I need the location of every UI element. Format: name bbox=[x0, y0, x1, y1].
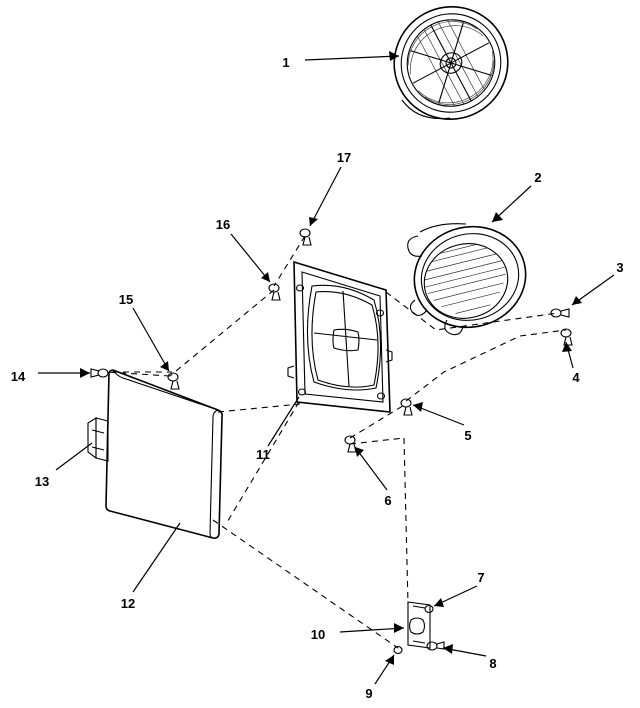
arrow-6 bbox=[355, 447, 364, 457]
callout-10: 10 bbox=[310, 627, 326, 642]
leader-11 bbox=[268, 397, 299, 446]
part-hinge-bracket bbox=[88, 418, 108, 461]
part-strike-upper bbox=[425, 606, 433, 613]
leader-1 bbox=[305, 56, 399, 60]
leader-16 bbox=[231, 234, 270, 282]
callout-17: 17 bbox=[336, 150, 352, 165]
part-screw-upper-right bbox=[551, 309, 569, 317]
callout-2: 2 bbox=[534, 170, 542, 185]
arrow-3 bbox=[572, 296, 582, 305]
assembly-guides bbox=[106, 236, 566, 648]
arrow-17 bbox=[309, 217, 318, 226]
callout-15: 15 bbox=[118, 292, 134, 307]
arrow-4 bbox=[562, 342, 572, 352]
part-screw-inner-right bbox=[401, 399, 412, 415]
arrow-9 bbox=[385, 655, 394, 665]
part-screw-door-upper-left bbox=[168, 373, 179, 389]
callout-4: 4 bbox=[572, 370, 580, 385]
part-screw-door-upper bbox=[269, 284, 280, 300]
part-door-outer-panel bbox=[106, 370, 222, 538]
callout-14: 14 bbox=[10, 369, 26, 384]
part-lint-screen-round bbox=[374, 0, 527, 139]
callout-5: 5 bbox=[464, 428, 472, 443]
callout-7: 7 bbox=[477, 570, 485, 585]
part-hinge-pin bbox=[91, 369, 108, 377]
callout-6: 6 bbox=[384, 493, 392, 508]
arrow-7 bbox=[434, 598, 444, 607]
part-door-inner-panel bbox=[288, 262, 392, 412]
part-catch-assembly bbox=[408, 602, 430, 648]
callout-8: 8 bbox=[489, 656, 497, 671]
callout-13: 13 bbox=[34, 474, 50, 489]
arrow-10 bbox=[394, 623, 404, 633]
arrow-14 bbox=[80, 368, 90, 378]
callout-16: 16 bbox=[215, 217, 231, 232]
leader-17 bbox=[310, 167, 341, 226]
callout-12: 12 bbox=[120, 596, 136, 611]
callout-3: 3 bbox=[616, 260, 624, 275]
callout-1: 1 bbox=[282, 55, 290, 70]
leader-12 bbox=[133, 523, 180, 592]
arrow-5 bbox=[413, 402, 423, 412]
callout-9: 9 bbox=[365, 686, 373, 701]
leader-13 bbox=[56, 443, 92, 470]
part-screw-top bbox=[300, 229, 311, 245]
leader-15 bbox=[133, 308, 169, 371]
callout-11: 11 bbox=[256, 447, 270, 462]
